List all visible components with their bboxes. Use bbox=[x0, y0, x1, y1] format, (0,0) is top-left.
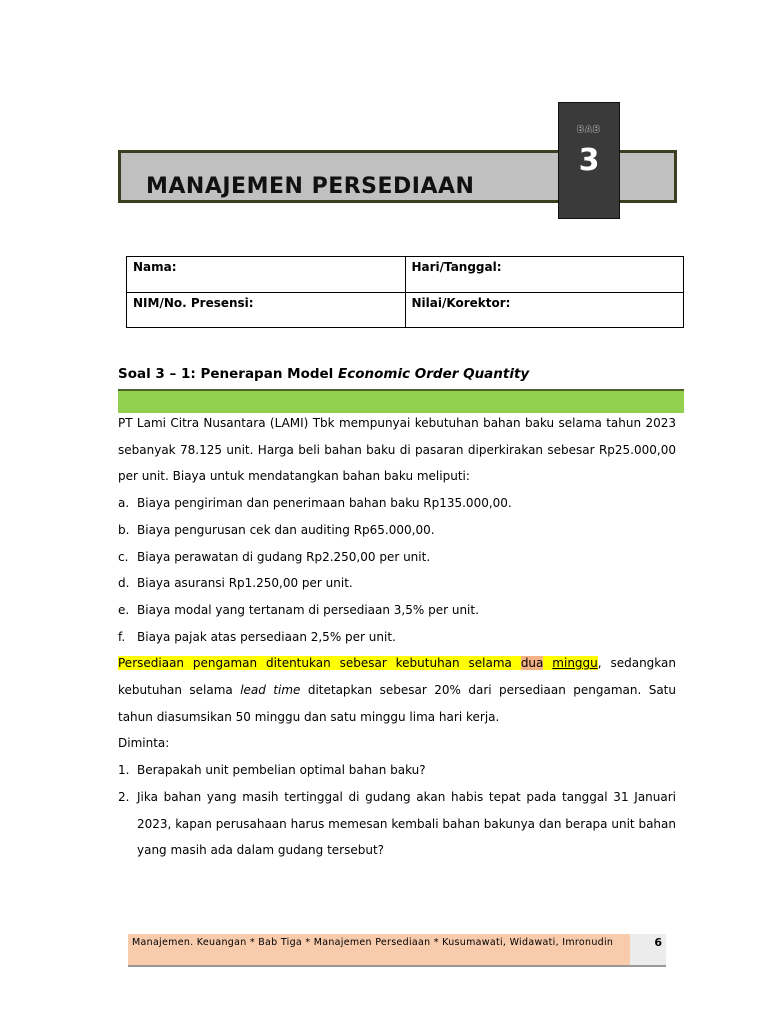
chapter-badge bbox=[558, 102, 620, 219]
page-footer bbox=[128, 934, 666, 967]
highlight-text: Persediaan pengaman ditentukan sebesar kebutuhan selama bbox=[118, 656, 521, 671]
soal-heading-prefix: Soal 3 – 1: Penerapan Model bbox=[118, 366, 338, 382]
highlight-dua: dua bbox=[520, 656, 544, 671]
list-item: b. Biaya pengurusan cek dan auditing Rp65.000,00. bbox=[118, 522, 435, 537]
soal-heading-italic: Economic Order Quantity bbox=[338, 366, 530, 382]
diminta-label: Diminta: bbox=[118, 736, 170, 751]
nim-field: NIM/No. Presensi: bbox=[127, 292, 406, 328]
chapter-title: MANAJEMEN PERSEDIAAN bbox=[146, 174, 475, 199]
list-item: e. Biaya modal yang tertanam di persediaan 3,5% per unit. bbox=[118, 602, 479, 617]
nama-field: Nama: bbox=[127, 257, 406, 293]
chapter-number: 3 bbox=[578, 143, 600, 178]
problem-body bbox=[118, 410, 676, 864]
lead-time-term: lead time bbox=[240, 683, 301, 698]
footer-text: Manajemen. Keuangan * Bab Tiga * Manajemen Persediaan * Kusumawati, Widawati, Imronudin bbox=[128, 934, 630, 965]
list-item: c. Biaya perawatan di gudang Rp2.250,00 per unit. bbox=[118, 549, 431, 564]
page-number: 6 bbox=[630, 934, 666, 965]
question-item: 2. Jika bahan yang masih tertinggal di gudang akan habis tepat pada tanggal 31 Januari 2023, kapan perusahaan harus memesan kembali bahan bakunya dan berapa unit bahan yang masih ada dalam gudang tersebut? bbox=[118, 789, 676, 858]
hari-tanggal-field: Hari/Tanggal: bbox=[405, 257, 684, 293]
soal-heading bbox=[118, 366, 529, 382]
highlight-minggu: minggu bbox=[552, 656, 598, 671]
question-item: 1. Berapakah unit pembelian optimal bahan baku? bbox=[118, 763, 426, 778]
nilai-korektor-field: Nilai/Korektor: bbox=[405, 292, 684, 328]
list-item: f. Biaya pajak atas persediaan 2,5% per unit. bbox=[118, 629, 396, 644]
chapter-badge-label: BAB bbox=[577, 125, 601, 135]
list-item: d. Biaya asuransi Rp1.250,00 per unit. bbox=[118, 576, 353, 591]
intro-paragraph: PT Lami Citra Nusantara (LAMI) Tbk mempunyai kebutuhan bahan baku selama tahun 2023 sebanyak 78.125 unit. Harga beli bahan baku di pasaran diperkirakan sebesar Rp25.000,00 per unit. Biaya untuk mendatangkan bahan baku meliputi: bbox=[118, 416, 676, 484]
identity-table bbox=[126, 256, 684, 328]
safety-stock-paragraph: Persediaan pengaman ditentukan sebesar kebutuhan selama dua minggu, sedangkan kebutuhan selama lead time ditetapkan sebesar 20% dari persediaan pengaman. Satu tahun diasumsikan 50 minggu dan satu minggu lima hari kerja. bbox=[118, 656, 676, 724]
list-item: a. Biaya pengiriman dan penerimaan bahan baku Rp135.000,00. bbox=[118, 496, 512, 511]
